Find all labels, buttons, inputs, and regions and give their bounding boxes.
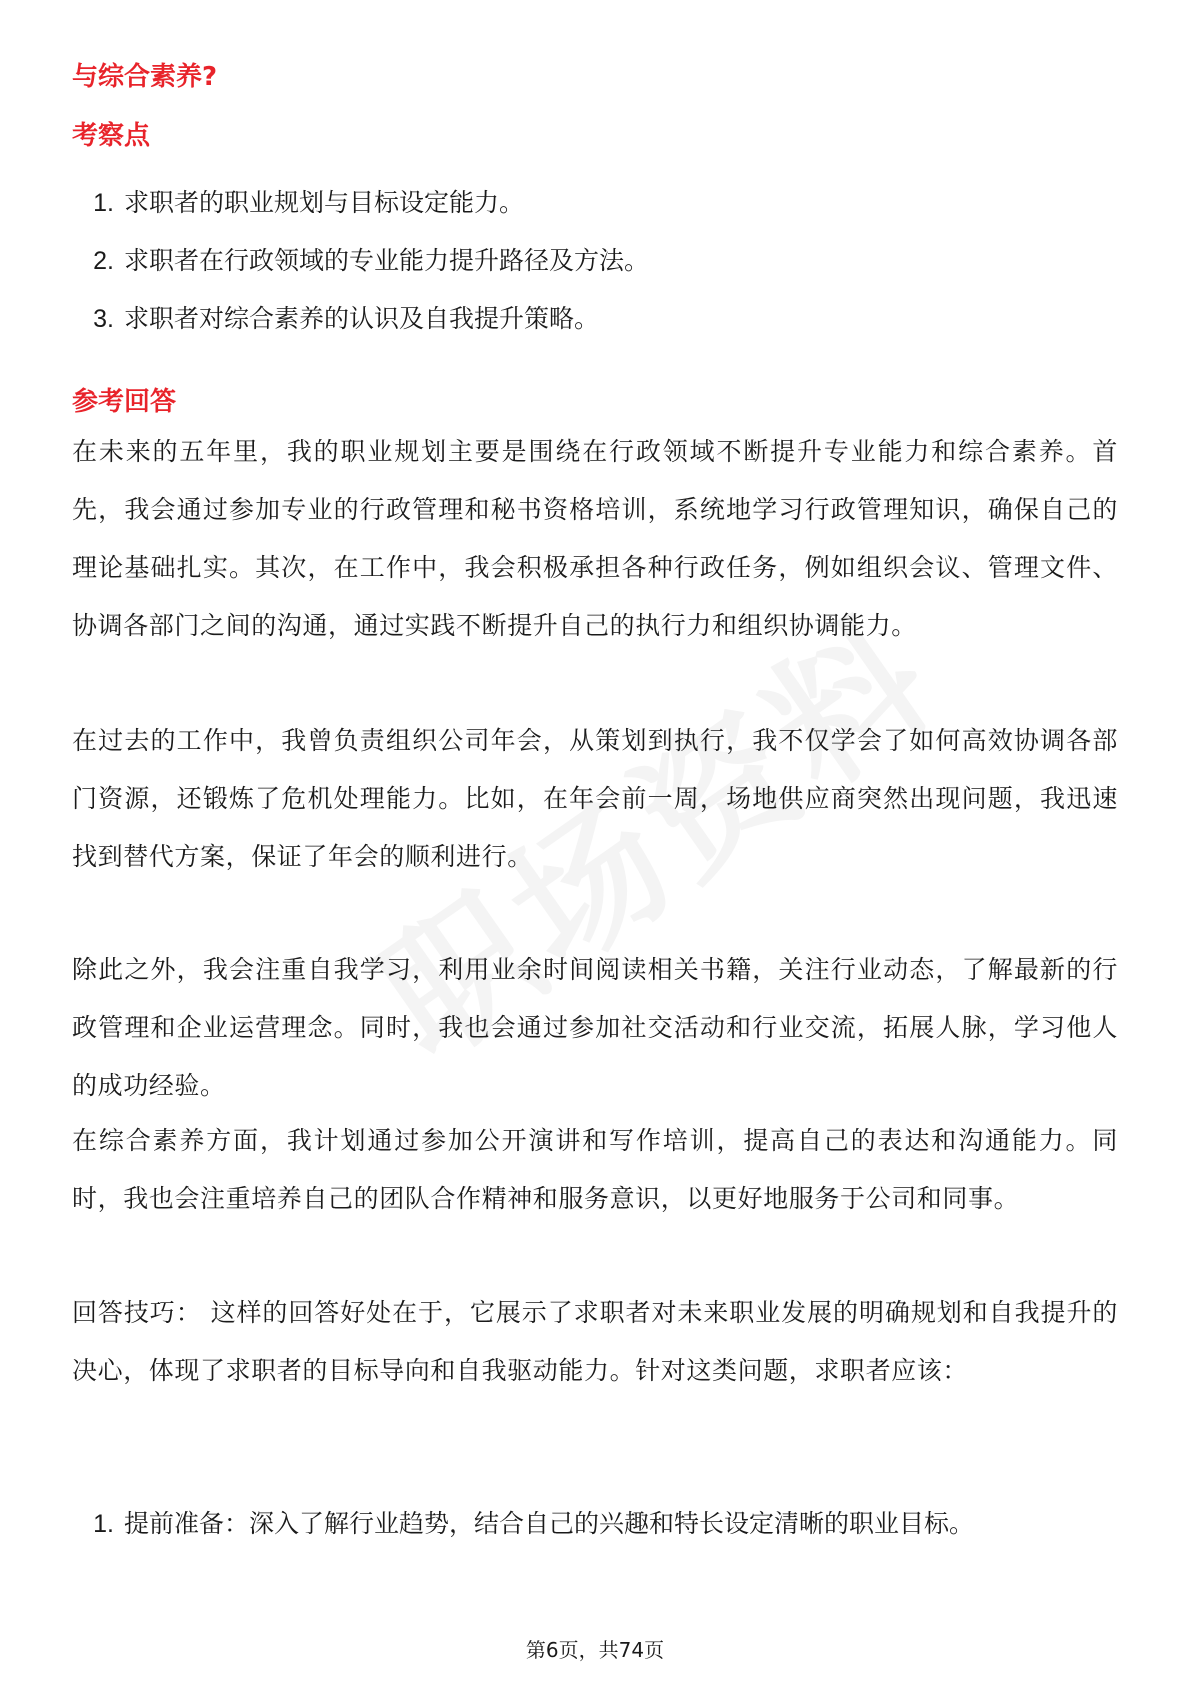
list-number: 1. [93,1510,114,1538]
list-number: 3. [93,305,114,333]
answer-paragraph: 除此之外，我会注重自我学习，利用业余时间阅读相关书籍，关注行业动态，了解最新的行政管理和企业运营理念。同时，我也会通过参加社交活动和行业交流，拓展人脉，学习他人的成功经验。 [72,955,1118,1100]
answer-paragraph: 在综合素养方面，我计划通过参加公开演讲和写作培训，提高自己的表达和沟通能力。同时，我也会注重培养自己的团队合作精神和服务意识，以更好地服务于公司和同事。 [72,1126,1118,1213]
list-text: 求职者的职业规划与目标设定能力。 [124,188,525,217]
page-footer: 第6页，共74页 [525,1638,665,1662]
answer-paragraph: 在未来的五年里，我的职业规划主要是围绕在行政领域不断提升专业能力和综合素养。首先，我会通过参加专业的行政管理和秘书资格培训，系统地学习行政管理知识，确保自己的理论基础扎实。其次，在工作中，我会积极承担各种行政任务，例如组织会议、管理文件、协调各部门之间的沟通，通过实践不断提升自己的执行力和组织协调能力。 [72,437,1118,640]
list-number: 1. [93,189,114,217]
cankao-heading: 参考回答 [72,387,177,417]
list-item [72,1505,974,1563]
tips-list [72,1505,974,1563]
list-item [72,300,649,358]
section-title: 与综合素养? [72,62,218,92]
answer-paragraph: 在过去的工作中，我曾负责组织公司年会，从策划到执行，我不仅学会了如何高效协调各部门资源，还锻炼了危机处理能力。比如，在年会前一周，场地供应商突然出现问题，我迅速找到替代方案，保证了年会的顺利进行。 [72,726,1118,871]
list-item [72,242,649,300]
kaocha-heading: 考察点 [72,121,151,151]
answer-tips-paragraph: 回答技巧： 这样的回答好处在于，它展示了求职者对未来职业发展的明确规划和自我提升的决心，体现了求职者的目标导向和自我驱动能力。针对这类问题，求职者应该： [72,1298,1118,1385]
list-item [72,184,649,242]
list-text: 求职者在行政领域的专业能力提升路径及方法。 [124,246,650,275]
list-text: 提前准备：深入了解行业趋势，结合自己的兴趣和特长设定清晰的职业目标。 [124,1509,975,1538]
kaocha-list [72,184,649,358]
list-number: 2. [93,247,114,275]
list-text: 求职者对综合素养的认识及自我提升策略。 [124,304,600,333]
